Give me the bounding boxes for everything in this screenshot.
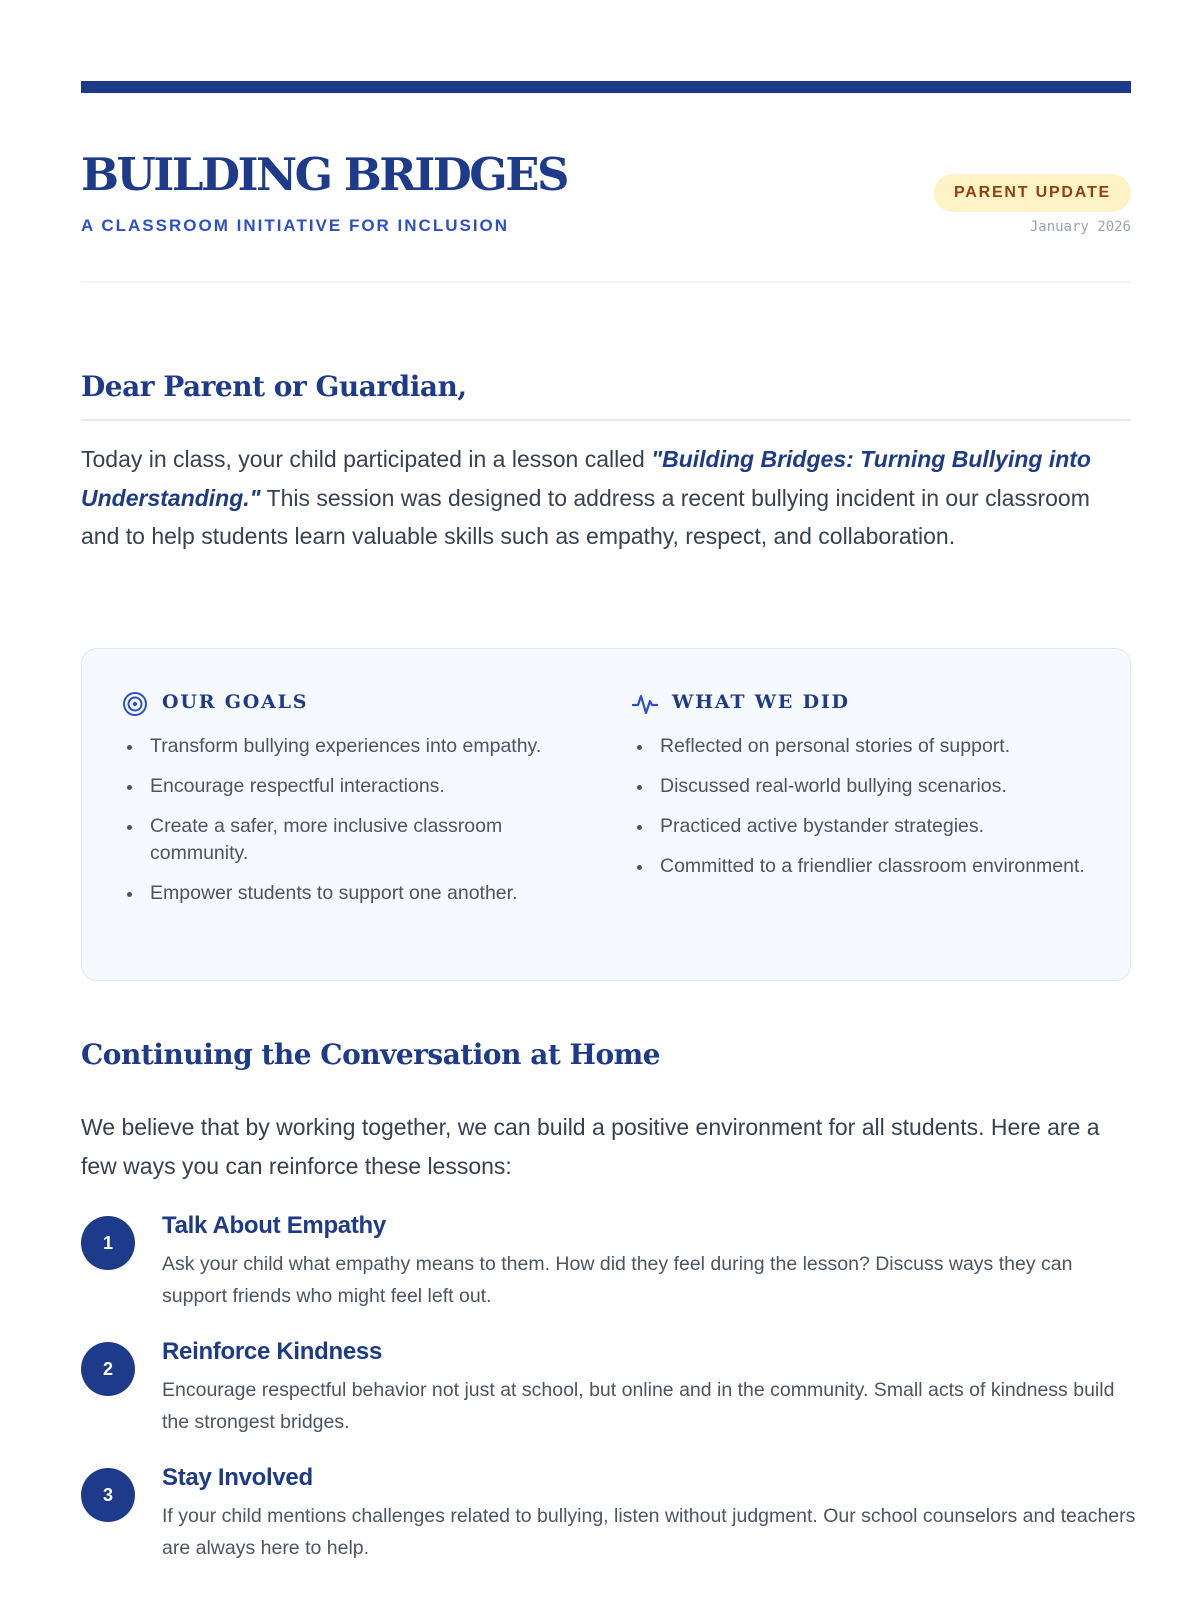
goal-item: Encourage respectful interactions. xyxy=(150,773,582,800)
issue-date: January 2026 xyxy=(1029,219,1131,235)
letter-intro xyxy=(81,440,1131,556)
tip-number-badge: 1 xyxy=(81,1216,135,1270)
tip-title: Reinforce Kindness xyxy=(162,1338,382,1365)
target-icon xyxy=(122,691,148,717)
tip-text: Encourage respectful behavior not just at school, but online and in the community. Small acts of kindness build the strongest bridges. xyxy=(162,1379,1115,1433)
lesson-name: "Building Bridges: Turning Bullying into Understanding." xyxy=(81,446,1091,511)
activity-icon xyxy=(632,691,658,717)
home-section-title: Continuing the Conversation at Home xyxy=(81,1038,661,1071)
goals-header xyxy=(122,689,582,719)
newsletter-title: BUILDING BRIDGES xyxy=(81,148,568,201)
home-section-intro: We believe that by working together, we can build a positive environment for all students. Here are a few ways you can reinforce these lessons: xyxy=(81,1114,1100,1179)
letter-greeting: Dear Parent or Guardian, xyxy=(81,370,467,403)
intro-text-after: This session was designed to address a recent bullying incident in our classroom and to help students learn valuable skills such as empathy, respect, and collaboration. xyxy=(81,484,1090,549)
tips-list xyxy=(81,1212,1136,1590)
goal-item: Empower students to support one another. xyxy=(150,880,582,907)
activity-item: Reflected on personal stories of support. xyxy=(660,733,1092,760)
tip-item xyxy=(81,1464,1136,1590)
activities-list xyxy=(632,733,1092,880)
goal-item: Transform bullying experiences into empathy. xyxy=(150,733,582,760)
activities-column xyxy=(632,689,1092,893)
goals-list xyxy=(122,733,582,907)
goals-column xyxy=(122,689,582,920)
activities-header xyxy=(632,689,1092,719)
top-accent-bar xyxy=(81,81,1131,93)
goals-activities-box xyxy=(81,648,1131,981)
activity-item: Committed to a friendlier classroom environment. xyxy=(660,853,1092,880)
tip-number-badge: 2 xyxy=(81,1342,135,1396)
intro-text-before: Today in class, your child participated in a lesson called xyxy=(81,446,652,472)
tip-title: Talk About Empathy xyxy=(162,1212,386,1239)
activities-title: WHAT WE DID xyxy=(672,691,850,713)
activity-item: Discussed real-world bullying scenarios. xyxy=(660,773,1092,800)
tip-item xyxy=(81,1212,1131,1338)
newsletter-subtitle: A CLASSROOM INITIATIVE FOR INCLUSION xyxy=(81,216,510,235)
tip-item xyxy=(81,1338,1131,1464)
tip-title: Stay Involved xyxy=(162,1464,313,1491)
greeting-divider xyxy=(81,419,1131,421)
goals-title: OUR GOALS xyxy=(162,691,309,713)
header-divider xyxy=(81,281,1131,283)
tip-number-badge: 3 xyxy=(81,1468,135,1522)
parent-update-badge: PARENT UPDATE xyxy=(934,174,1131,212)
activity-item: Practiced active bystander strategies. xyxy=(660,813,1092,840)
tip-text: Ask your child what empathy means to them. How did they feel during the lesson? Discuss ways they can support friends who might feel left out. xyxy=(162,1253,1073,1307)
goal-item: Create a safer, more inclusive classroom community. xyxy=(150,813,582,867)
tip-text: If your child mentions challenges related to bullying, listen without judgment. Our school counselors and teachers are always here to help. xyxy=(162,1505,1136,1559)
